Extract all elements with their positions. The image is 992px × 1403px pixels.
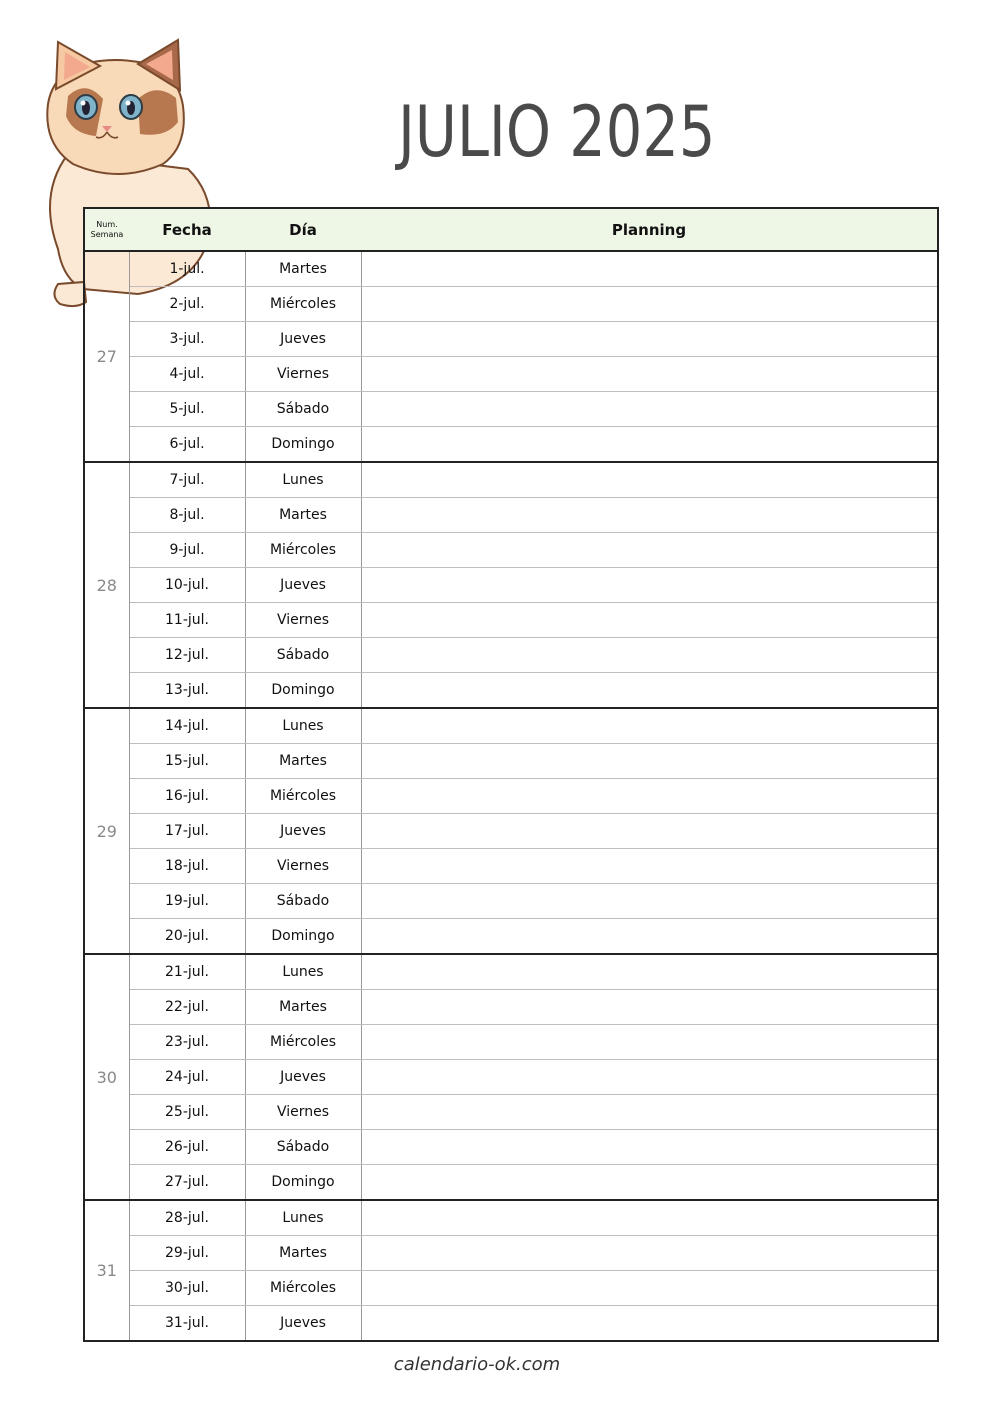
planning-cell[interactable] [361, 638, 938, 673]
planning-cell[interactable] [361, 744, 938, 779]
date-cell: 12-jul. [129, 638, 245, 673]
planning-cell[interactable] [361, 427, 938, 463]
day-cell: Martes [245, 1236, 361, 1271]
day-row [84, 568, 938, 603]
day-cell: Martes [245, 990, 361, 1025]
day-row [84, 498, 938, 533]
day-row [84, 392, 938, 427]
day-row [84, 954, 938, 990]
planning-cell[interactable] [361, 533, 938, 568]
date-cell: 7-jul. [129, 462, 245, 498]
day-cell: Jueves [245, 568, 361, 603]
day-cell: Sábado [245, 392, 361, 427]
week-number: 28 [84, 462, 129, 708]
header-row [84, 208, 938, 251]
date-cell: 31-jul. [129, 1306, 245, 1342]
day-row [84, 462, 938, 498]
date-header: Fecha [129, 208, 245, 251]
date-cell: 6-jul. [129, 427, 245, 463]
day-row [84, 779, 938, 814]
date-cell: 14-jul. [129, 708, 245, 744]
day-cell: Domingo [245, 1165, 361, 1201]
date-cell: 16-jul. [129, 779, 245, 814]
day-row [84, 1025, 938, 1060]
day-row [84, 708, 938, 744]
day-cell: Viernes [245, 357, 361, 392]
date-cell: 23-jul. [129, 1025, 245, 1060]
date-cell: 20-jul. [129, 919, 245, 955]
planning-cell[interactable] [361, 462, 938, 498]
day-row [84, 1306, 938, 1342]
day-row [84, 1095, 938, 1130]
day-row [84, 638, 938, 673]
planner-table [83, 207, 939, 1342]
date-cell: 2-jul. [129, 287, 245, 322]
planning-cell[interactable] [361, 1236, 938, 1271]
day-row [84, 603, 938, 638]
date-cell: 4-jul. [129, 357, 245, 392]
date-cell: 5-jul. [129, 392, 245, 427]
date-cell: 18-jul. [129, 849, 245, 884]
week-number: 29 [84, 708, 129, 954]
date-cell: 17-jul. [129, 814, 245, 849]
planning-cell[interactable] [361, 251, 938, 287]
day-row [84, 357, 938, 392]
planning-cell[interactable] [361, 322, 938, 357]
planning-cell[interactable] [361, 814, 938, 849]
day-cell: Jueves [245, 1306, 361, 1342]
day-cell: Lunes [245, 462, 361, 498]
day-cell: Miércoles [245, 1271, 361, 1306]
date-cell: 29-jul. [129, 1236, 245, 1271]
planning-cell[interactable] [361, 884, 938, 919]
date-cell: 13-jul. [129, 673, 245, 709]
date-cell: 25-jul. [129, 1095, 245, 1130]
planning-cell[interactable] [361, 1130, 938, 1165]
week-number: 27 [84, 251, 129, 462]
planning-cell[interactable] [361, 357, 938, 392]
day-row [84, 251, 938, 287]
date-cell: 11-jul. [129, 603, 245, 638]
day-cell: Miércoles [245, 533, 361, 568]
day-cell: Martes [245, 498, 361, 533]
day-cell: Lunes [245, 954, 361, 990]
date-cell: 21-jul. [129, 954, 245, 990]
day-cell: Miércoles [245, 1025, 361, 1060]
date-cell: 27-jul. [129, 1165, 245, 1201]
planning-cell[interactable] [361, 849, 938, 884]
day-cell: Lunes [245, 708, 361, 744]
day-cell: Domingo [245, 673, 361, 709]
day-cell: Sábado [245, 884, 361, 919]
day-cell: Miércoles [245, 287, 361, 322]
day-row [84, 990, 938, 1025]
day-row [84, 533, 938, 568]
day-cell: Martes [245, 744, 361, 779]
day-row [84, 1236, 938, 1271]
day-row [84, 849, 938, 884]
day-cell: Domingo [245, 427, 361, 463]
date-cell: 10-jul. [129, 568, 245, 603]
date-cell: 8-jul. [129, 498, 245, 533]
week-number: 31 [84, 1200, 129, 1341]
date-cell: 26-jul. [129, 1130, 245, 1165]
date-cell: 28-jul. [129, 1200, 245, 1236]
date-cell: 3-jul. [129, 322, 245, 357]
date-cell: 30-jul. [129, 1271, 245, 1306]
planning-cell[interactable] [361, 568, 938, 603]
week-header-line1: Num. [96, 219, 118, 229]
planning-cell[interactable] [361, 1306, 938, 1342]
planning-cell[interactable] [361, 1060, 938, 1095]
planning-cell[interactable] [361, 603, 938, 638]
day-cell: Viernes [245, 1095, 361, 1130]
planning-cell[interactable] [361, 779, 938, 814]
day-row [84, 673, 938, 709]
planning-cell[interactable] [361, 954, 938, 990]
day-cell: Sábado [245, 638, 361, 673]
page-title: JULIO 2025 [398, 91, 716, 173]
day-cell: Martes [245, 251, 361, 287]
date-cell: 19-jul. [129, 884, 245, 919]
date-cell: 1-jul. [129, 251, 245, 287]
day-cell: Sábado [245, 1130, 361, 1165]
day-cell: Domingo [245, 919, 361, 955]
week-number-header [84, 208, 129, 251]
day-row [84, 919, 938, 955]
planning-header: Planning [361, 208, 938, 251]
planning-cell[interactable] [361, 1095, 938, 1130]
day-row [84, 744, 938, 779]
planning-cell[interactable] [361, 392, 938, 427]
planning-cell[interactable] [361, 1165, 938, 1201]
week-number: 30 [84, 954, 129, 1200]
day-cell: Jueves [245, 1060, 361, 1095]
planning-cell[interactable] [361, 1025, 938, 1060]
day-row [84, 1271, 938, 1306]
day-cell: Lunes [245, 1200, 361, 1236]
day-row [84, 1060, 938, 1095]
day-cell: Jueves [245, 814, 361, 849]
day-header: Día [245, 208, 361, 251]
footer-site: calendario-ok.com [393, 1354, 561, 1375]
day-row [84, 1130, 938, 1165]
day-row [84, 1200, 938, 1236]
day-row [84, 427, 938, 463]
planner-body [84, 251, 938, 1341]
day-cell: Viernes [245, 849, 361, 884]
date-cell: 9-jul. [129, 533, 245, 568]
day-cell: Miércoles [245, 779, 361, 814]
day-cell: Jueves [245, 322, 361, 357]
day-cell: Viernes [245, 603, 361, 638]
date-cell: 15-jul. [129, 744, 245, 779]
day-row [84, 814, 938, 849]
planning-cell[interactable] [361, 498, 938, 533]
planning-cell[interactable] [361, 990, 938, 1025]
planning-cell[interactable] [361, 708, 938, 744]
date-cell: 22-jul. [129, 990, 245, 1025]
planning-cell[interactable] [361, 287, 938, 322]
day-row [84, 322, 938, 357]
planning-cell[interactable] [361, 673, 938, 709]
date-cell: 24-jul. [129, 1060, 245, 1095]
day-row [84, 884, 938, 919]
day-row [84, 287, 938, 322]
planning-cell[interactable] [361, 919, 938, 955]
week-header-line2: Semana [90, 229, 124, 239]
planning-cell[interactable] [361, 1200, 938, 1236]
planning-cell[interactable] [361, 1271, 938, 1306]
day-row [84, 1165, 938, 1201]
